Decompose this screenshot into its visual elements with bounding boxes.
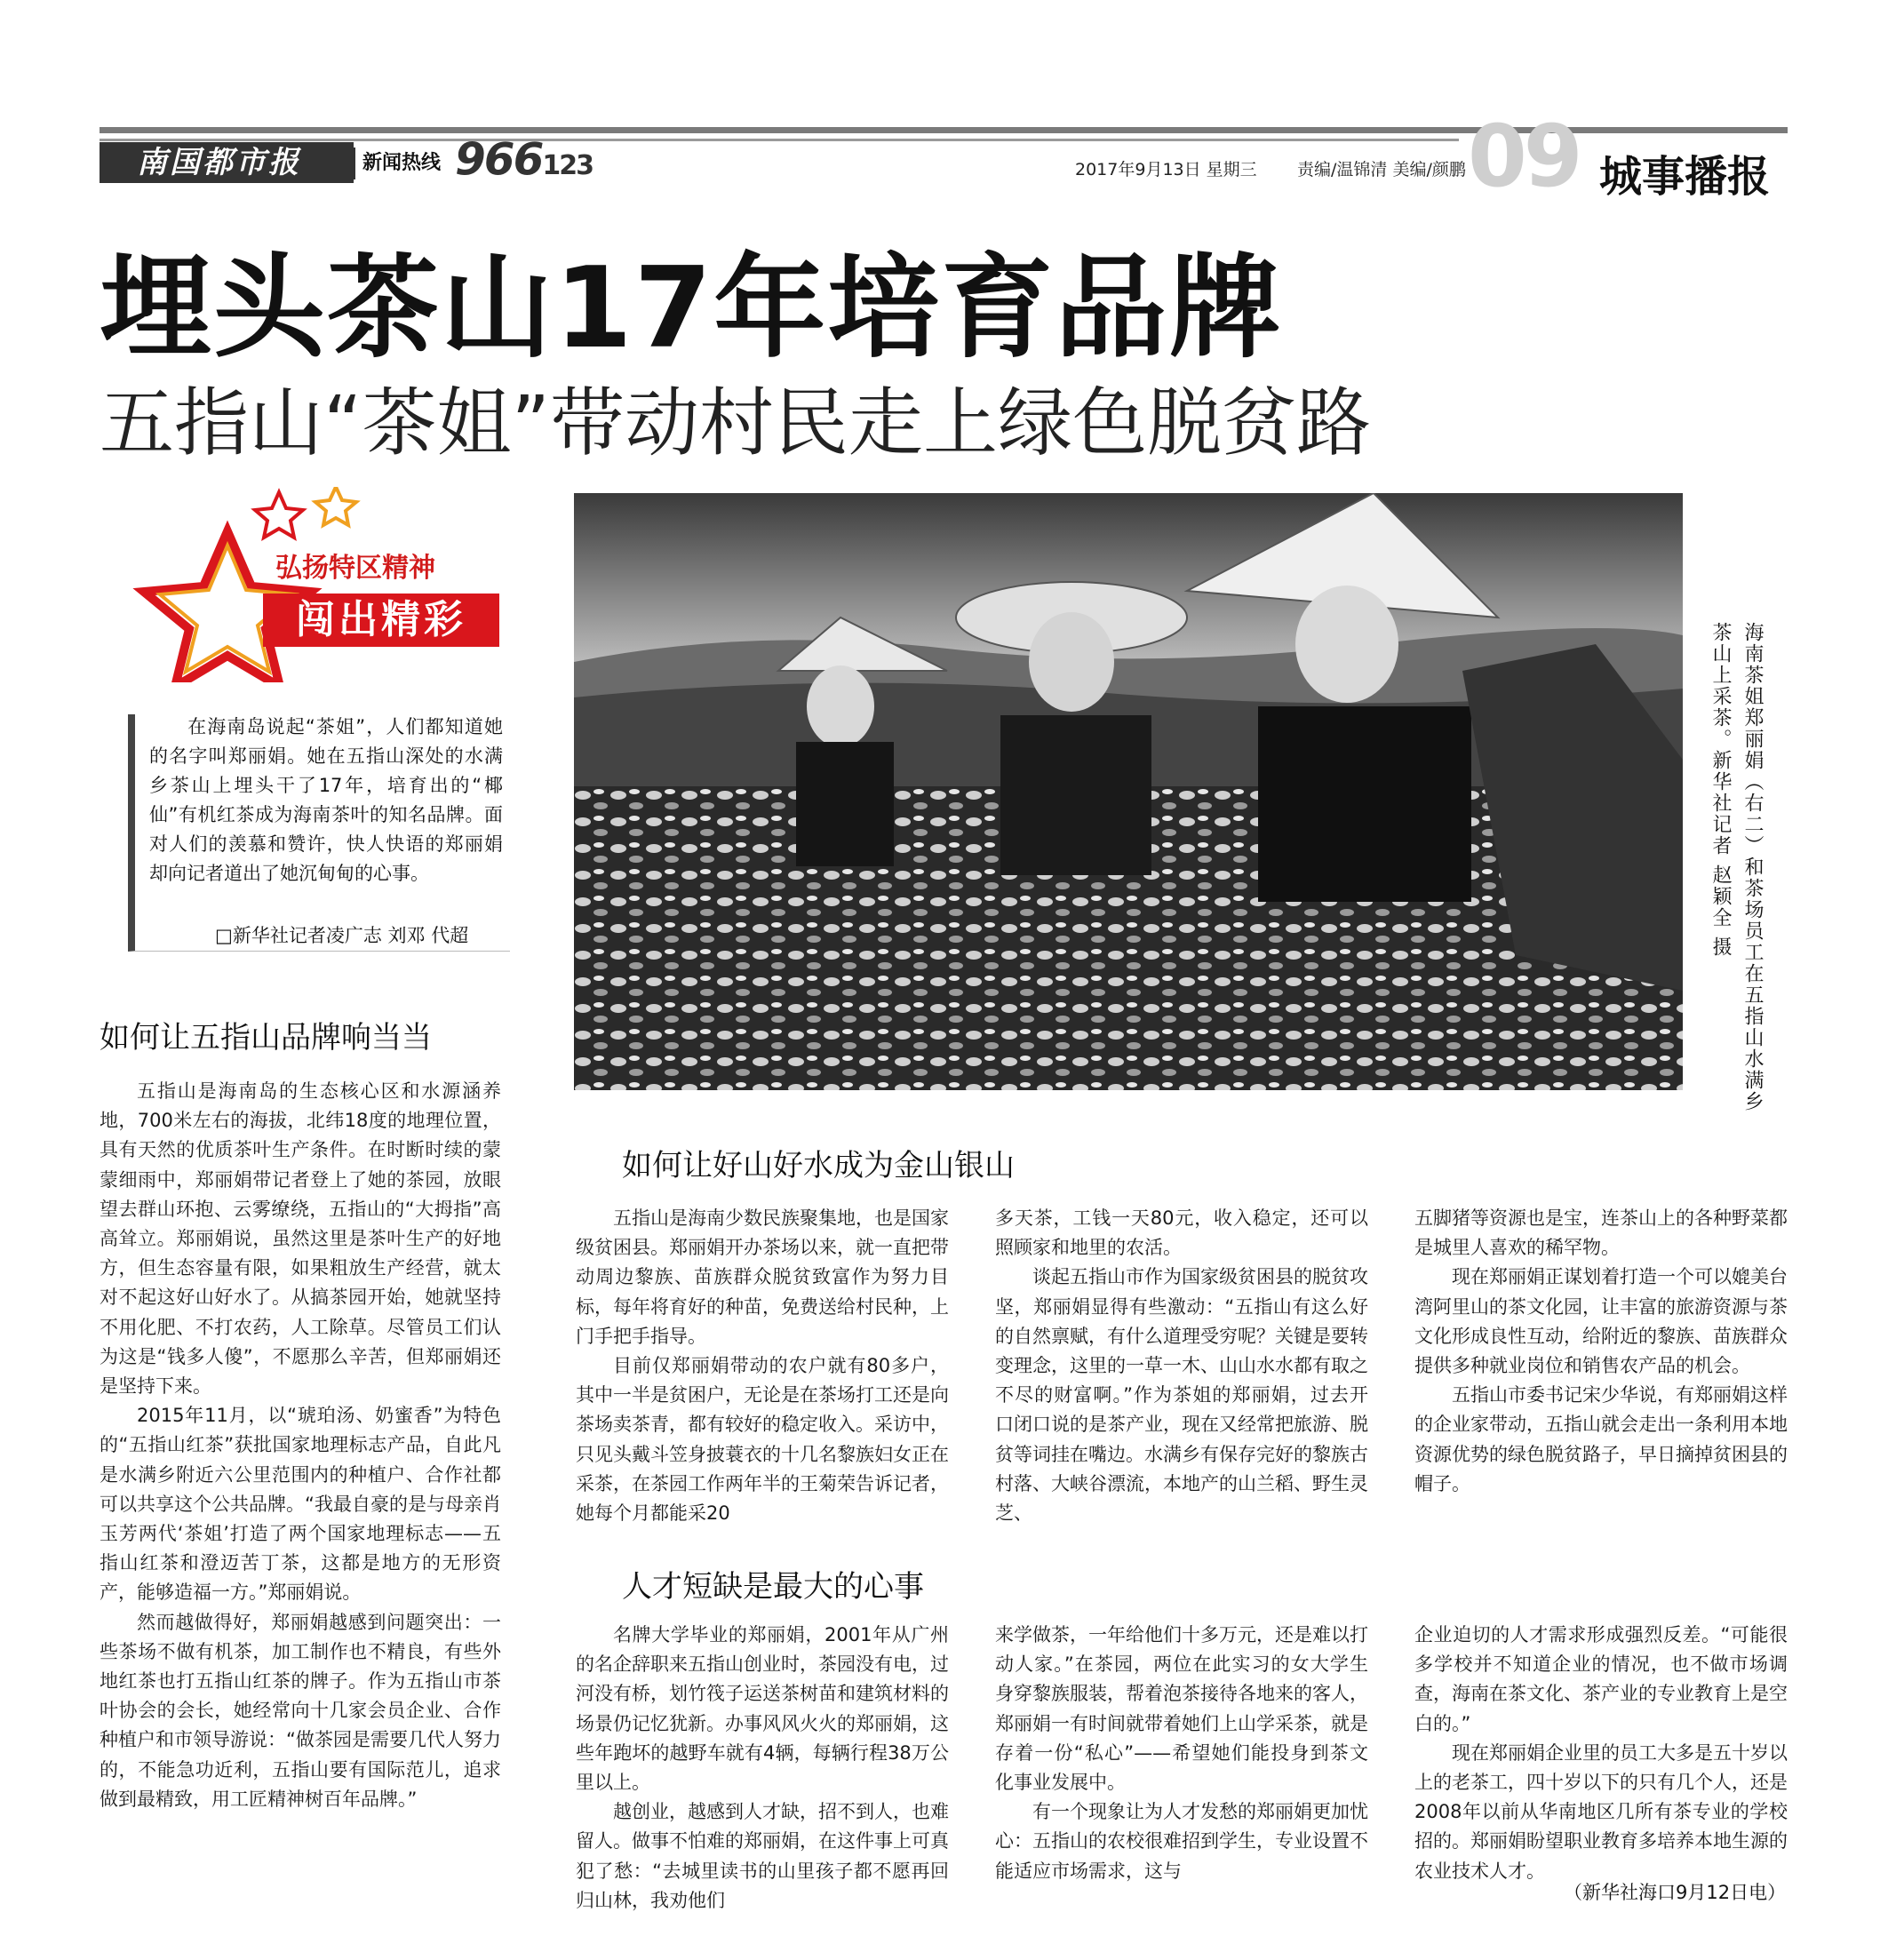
- section-heading: 如何让五指山品牌响当当: [100, 1020, 432, 1056]
- byline: □新华社记者凌广志 刘邓 代超: [215, 925, 469, 946]
- editor-credits: 责编/温锦清 美编/颜鹏: [1297, 160, 1466, 179]
- star-badge-icon: [121, 487, 512, 682]
- divider: [354, 147, 355, 179]
- article-column: [1414, 1204, 1788, 1499]
- paragraph: 目前仅郑丽娟带动的农户就有80多户，其中一半是贫困户，无论是在茶场打工还是向茶场卖茶青，都有较好的稳定收入。采访中，只见头戴斗笠身披蓑衣的十几名黎族妇女正在采茶，在茶园工作两年半的王菊荣告诉记者，她每个月都能采20: [576, 1355, 949, 1525]
- badge-slogan: 弘扬特区精神: [275, 553, 435, 584]
- main-headline: 埋头茶山17年培育品牌: [100, 243, 1283, 373]
- dateline-signoff: （新华社海口9月12日电）: [1564, 1882, 1787, 1903]
- article-column: [576, 1621, 949, 1916]
- badge-title: 闯出精彩: [263, 594, 499, 647]
- header-rule-thin: [100, 139, 1459, 141]
- sub-headline: 五指山“茶姐”带动村民走上绿色脱贫路: [100, 379, 1372, 466]
- paragraph: 多天茶，工钱一天80元，收入稳定，还可以照顾家和地里的农活。: [995, 1207, 1368, 1259]
- paragraph: 五脚猪等资源也是宝，连茶山上的各种野菜都是城里人喜欢的稀罕物。: [1414, 1207, 1788, 1259]
- intro-text: [149, 713, 503, 888]
- paragraph: 名牌大学毕业的郑丽娟，2001年从广州的名企辞职来五指山创业时，茶园没有电，过河没有桥，划竹筏子运送茶树苗和建筑材料的场景仍记忆犹新。办事风风火火的郑丽娟，这些年跑坏的越野车就有4辆，每辆行程38万公里以上。: [576, 1624, 949, 1794]
- paragraph: 谈起五指山市作为国家级贫困县的脱贫攻坚，郑丽娟显得有些激动：“五指山有这么好的自然禀赋，有什么道理受穷呢？关键是要转变理念，这里的一草一木、山山水水都有取之不尽的财富啊。”作为茶姐的郑丽娟，过去开口闭口说的是茶产业，现在又经常把旅游、脱贫等词挂在嘴边。水满乡有保存完好的黎族古村落、大峡谷漂流，本地产的山兰稻、野生灵芝、: [995, 1266, 1368, 1525]
- paragraph: 有一个现象让为人才发愁的郑丽娟更加忧心：五指山的农校很难招到学生，专业设置不能适应市场需求，这与: [995, 1801, 1368, 1882]
- paragraph: 企业迫切的人才需求形成强烈反差。“可能很多学校并不知道企业的情况，也不做市场调查，海南在茶文化、茶产业的专业教育上是空白的。”: [1414, 1624, 1788, 1734]
- section-heading: 如何让好山好水成为金山银山: [622, 1148, 1015, 1183]
- photo-caption: 海南茶姐郑丽娟（右二）和茶场员工在五指山水满乡茶山上采茶。新华社记者 赵颖全 摄: [1709, 622, 1764, 1112]
- article-column: [995, 1204, 1368, 1528]
- hotline-number-suffix: 123: [542, 150, 593, 181]
- paragraph: 越创业，越感到人才缺，招不到人，也难留人。做事不怕难的郑丽娟，在这件事上可真犯了愁：“去城里读书的山里孩子都不愿再回归山林，我劝他们: [576, 1801, 949, 1911]
- article-column: [1414, 1621, 1788, 1886]
- newspaper-logo: 南国都市报: [100, 142, 354, 183]
- paragraph: 五指山是海南岛的生态核心区和水源涵养地，700米左右的海拔，北纬18度的地理位置，具有天然的优质茶叶生产条件。在时断时续的蒙蒙细雨中，郑丽娟带记者登上了她的茶园，放眼望去群山环抱、云雾缭绕，五指山的“大拇指”高高耸立。郑丽娟说，虽然这里是茶叶生产的好地方，但生态容量有限，如果粗放生产经营，就太对不起这好山好水了。从搞茶园开始，她就坚持不用化肥、不打农药，人工除草。尽管员工们认为这是“钱多人傻”，不愿那么辛苦，但郑丽娟还是坚持下来。: [100, 1080, 501, 1398]
- paragraph: 然而越做得好，郑丽娟越感到问题突出：一些茶场不做有机茶，加工制作也不精良，有些外地红茶也打五指山红茶的牌子。作为五指山市茶叶协会的会长，她经常向十几家会员企业、合作种植户和市领导游说：“做茶园是需要几代人努力的，不能急功近利，五指山要有国际范儿，追求做到最精致，用工匠精神树百年品牌。”: [100, 1611, 501, 1810]
- article-column: [100, 1077, 501, 1814]
- article-column: [995, 1621, 1368, 1886]
- hotline-number: [455, 133, 593, 185]
- paragraph: 五指山市委书记宋少华说，有郑丽娟这样的企业家带动，五指山就会走出一条利用本地资源优势的绿色脱贫路子，早日摘掉贫困县的帽子。: [1414, 1384, 1788, 1494]
- paragraph: 五指山是海南少数民族聚集地，也是国家级贫困县。郑丽娟开办茶场以来，就一直把带动周边黎族、苗族群众脱贫致富作为努力目标，每年将育好的种苗，免费送给村民种，上门手把手指导。: [576, 1207, 949, 1347]
- tea-picking-photo: [574, 493, 1683, 1090]
- paragraph: 来学做茶，一年给他们十多万元，还是难以打动人家。”在茶园，两位在此实习的女大学生身穿黎族服装，帮着泡茶接待各地来的客人，郑丽娟一有时间就带着她们上山学采茶，就是存着一份“私心”——希望她们能投身到茶文化事业发展中。: [995, 1624, 1368, 1794]
- hotline-label: 新闻热线: [362, 152, 442, 174]
- section-name: 城事播报: [1599, 152, 1771, 202]
- issue-date: 2017年9月13日 星期三: [1075, 160, 1257, 179]
- page-number: 09: [1468, 107, 1580, 206]
- article-column: [576, 1204, 949, 1528]
- paragraph: 现在郑丽娟企业里的员工大多是五十岁以上的老茶工，四十岁以下的只有几个人，还是2008年以前从华南地区几所有茶专业的学校招的。郑丽娟盼望职业教育多培养本地生源的农业技术人才。: [1414, 1741, 1788, 1882]
- intro-paragraph: 在海南岛说起“茶姐”，人们都知道她的名字叫郑丽娟。她在五指山深处的水满乡茶山上埋头干了17年，培育出的“椰仙”有机红茶成为海南茶叶的知名品牌。面对人们的羡慕和赞许，快人快语的郑丽娟却向记者道出了她沉甸甸的心事。: [149, 716, 503, 884]
- paragraph: 现在郑丽娟正谋划着打造一个可以媲美台湾阿里山的茶文化园，让丰富的旅游资源与茶文化形成良性互动，给附近的黎族、苗族群众提供多种就业岗位和销售农产品的机会。: [1414, 1266, 1788, 1377]
- paragraph: 2015年11月，以“琥珀汤、奶蜜香”为特色的“五指山红茶”获批国家地理标志产品，自此凡是水满乡附近六公里范围内的种植户、合作社都可以共享这个公共品牌。“我最自豪的是与母亲肖玉芳两代‘茶姐’打造了两个国家地理标志——五指山红茶和澄迈苦丁茶，这都是地方的无形资产，能够造福一方。”郑丽娟说。: [100, 1405, 501, 1604]
- hotline-number-main: 966: [455, 133, 543, 185]
- section-heading: 人才短缺是最大的心事: [622, 1569, 924, 1605]
